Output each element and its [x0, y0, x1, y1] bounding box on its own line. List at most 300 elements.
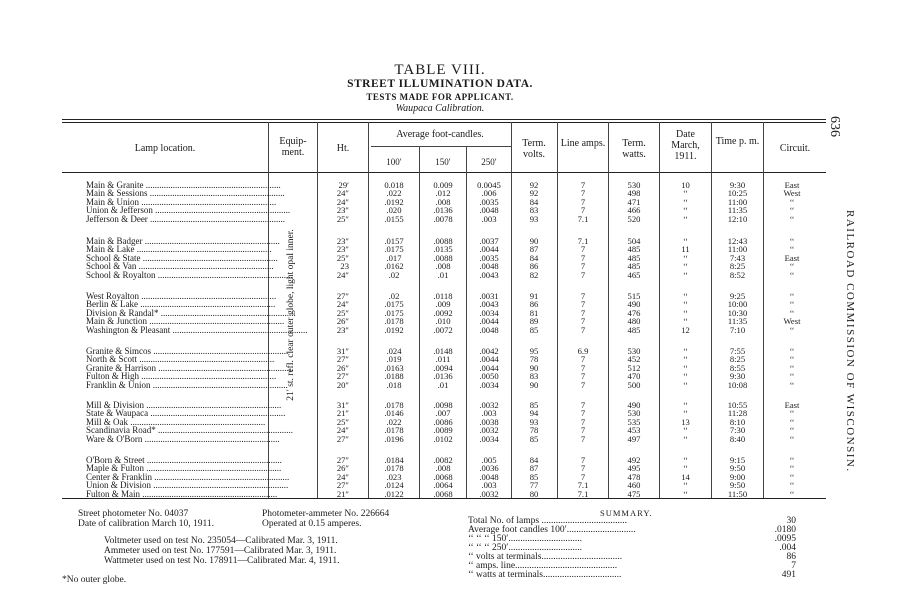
cell-cir: ‘‘	[789, 455, 795, 465]
cell-d: ‘‘	[682, 488, 689, 499]
cell-a: .018	[386, 379, 402, 390]
lamp-location: Berlin & Lake ............................................................	[86, 299, 276, 310]
cell-v: 85	[529, 471, 539, 482]
cell-a: .0178	[384, 425, 404, 436]
cell-c: .0043	[479, 299, 499, 310]
cell-a: .0162	[384, 261, 404, 272]
cell-cir: ‘‘	[789, 408, 795, 419]
cell-ht: 27″	[336, 480, 349, 491]
cell-amp: 7	[580, 425, 586, 436]
cell-c: .0048	[479, 471, 499, 482]
cell-t: 9:30	[729, 371, 746, 382]
cell-w: 530	[627, 408, 641, 419]
ammeter-note: Ammeter used on test No. 177591—Calibrated Mar. 3, 1911.	[104, 546, 337, 556]
cell-t: 11:50	[727, 488, 748, 499]
cell-ht: 25″	[336, 213, 349, 224]
lamp-location: Fulton & High ............................................................	[86, 371, 277, 382]
cell-amp: 7	[580, 205, 586, 216]
summary-value: 86	[786, 552, 796, 562]
cell-a: .0155	[384, 213, 404, 224]
cell-w: 480	[627, 316, 641, 327]
cell-cir: ‘‘	[789, 362, 795, 373]
cell-w: 452	[627, 354, 641, 365]
cell-d: ‘‘	[682, 400, 689, 410]
cell-t: 11:00	[727, 244, 748, 255]
cell-c: .0037	[479, 236, 499, 246]
cell-amp: 7	[580, 252, 586, 263]
cell-d: 10	[681, 180, 690, 190]
cell-t: 10:30	[727, 307, 748, 318]
header-circuit: Circuit.	[779, 143, 811, 154]
cell-d: ‘‘	[682, 269, 689, 280]
header-amps: Line amps.	[560, 138, 606, 149]
cell-d: ‘‘	[682, 307, 689, 318]
cell-v: 85	[529, 400, 539, 410]
cell-cir: ‘‘	[789, 480, 795, 491]
cell-a: .0196	[384, 433, 404, 444]
cell-v: 95	[529, 346, 539, 356]
cell-w: 453	[627, 425, 641, 436]
cell-cir: ‘‘	[789, 307, 795, 318]
cell-c: .003	[481, 480, 497, 491]
lamp-location: Main & Badger ............................................................	[86, 236, 280, 246]
cell-cir: ‘‘	[789, 416, 795, 427]
col-divider	[511, 122, 512, 498]
wattmeter-note: Wattmeter used on test No. 178911—Calibrated Mar. 4, 1911.	[104, 556, 340, 566]
lamp-location: West Royalton ............................................................	[86, 291, 277, 301]
cell-v: 93	[529, 416, 539, 427]
cell-a: .019	[386, 354, 402, 365]
cell-cir: ‘‘	[789, 379, 795, 390]
summary-label: ‘‘ ‘‘ ‘‘ 250′...............................	[468, 543, 582, 553]
cell-d: ‘‘	[682, 354, 689, 365]
cell-w: 485	[627, 252, 641, 263]
cell-t: 10:25	[727, 188, 748, 199]
cell-a: .023	[386, 471, 402, 482]
cell-a: .022	[386, 188, 402, 199]
cell-c: .0034	[479, 307, 499, 318]
cell-a: .017	[386, 252, 402, 263]
cell-d: ‘‘	[682, 433, 689, 444]
cell-b: .0148	[433, 346, 453, 356]
cell-c: .0032	[479, 400, 499, 410]
cell-v: 78	[529, 425, 539, 436]
cell-b: .0086	[433, 416, 453, 427]
lamp-location: Main & Junction ............................................................	[86, 316, 285, 327]
cell-amp: 7.1	[577, 213, 589, 224]
cell-b: .010	[435, 316, 451, 327]
cell-amp: 7.1	[577, 488, 589, 499]
running-title: RAILROAD COMMISSION OF WISCONSIN.	[844, 210, 856, 473]
cell-c: .0048	[479, 324, 499, 335]
cell-t: 9:15	[729, 455, 746, 465]
cell-w: 490	[627, 400, 641, 410]
cell-c: .0043	[479, 269, 499, 280]
cell-w: 512	[627, 362, 641, 373]
voltmeter-note: Voltmeter used on test No. 235054—Calibrated Mar. 3, 1911.	[104, 536, 338, 546]
lamp-location: Union & Division ............................................................	[86, 480, 289, 491]
cell-a: .0188	[384, 371, 404, 382]
cell-a: .0157	[384, 236, 404, 246]
cell-v: 84	[529, 455, 539, 465]
cell-b: .008	[435, 196, 451, 207]
cell-amp: 7	[580, 196, 586, 207]
cell-d: ‘‘	[682, 252, 689, 263]
cell-amp: 7	[580, 463, 586, 474]
cell-v: 87	[529, 463, 539, 474]
cell-t: 7:43	[729, 252, 746, 263]
cell-t: 9:25	[729, 291, 746, 301]
cell-a: .020	[386, 205, 402, 216]
table-number: TABLE VIII.	[394, 62, 486, 78]
cell-b: .009	[435, 299, 451, 310]
summary-value: 30	[786, 516, 796, 526]
cell-t: 7:10	[729, 324, 746, 335]
cell-d: ‘‘	[682, 299, 689, 310]
cell-b: .0135	[433, 244, 453, 255]
cell-d: ‘‘	[682, 455, 689, 465]
cell-c: .0048	[479, 205, 499, 216]
cell-t: 7:55	[729, 346, 746, 356]
lamp-location: Main & Sessions ............................................................	[86, 188, 285, 199]
cell-cir: ‘‘	[789, 488, 795, 499]
cell-w: 520	[627, 213, 641, 224]
cell-w: 485	[627, 324, 641, 335]
cell-b: .0078	[433, 213, 453, 224]
cell-v: 84	[529, 252, 539, 263]
summary-label: Average foot candles 100′.............................	[468, 525, 636, 535]
cell-d: ‘‘	[682, 316, 689, 327]
cell-amp: 7	[580, 291, 586, 301]
cell-cir: West	[783, 188, 801, 199]
table-subtitle-italic: Waupaca Calibration.	[395, 103, 485, 114]
cell-a: .0163	[384, 362, 404, 373]
cell-ht: 27″	[336, 371, 349, 382]
cell-d: ‘‘	[682, 379, 689, 390]
cell-w: 471	[627, 196, 641, 207]
table-subtitle: TESTS MADE FOR APPLICANT.	[366, 92, 514, 102]
cell-w: 460	[627, 480, 641, 491]
cell-a: .022	[386, 416, 402, 427]
cell-cir: ‘‘	[789, 471, 795, 482]
footnote: *No outer globe.	[62, 575, 127, 585]
cell-d: ‘‘	[682, 362, 689, 373]
cell-cir: ‘‘	[789, 205, 795, 216]
cell-w: 476	[627, 307, 641, 318]
cell-a: .0178	[384, 400, 404, 410]
lamp-location: Main & Granite ............................................................	[86, 180, 281, 190]
cell-d: ‘‘	[682, 236, 689, 246]
summary-value: 491	[781, 570, 796, 580]
cell-v: 81	[529, 307, 539, 318]
cell-w: 497	[627, 433, 641, 444]
col-divider	[466, 146, 467, 498]
cell-v: 84	[529, 196, 539, 207]
cell-b: .0072	[433, 324, 453, 335]
cell-v: 90	[529, 379, 539, 390]
cell-c: .005	[481, 455, 497, 465]
cell-b: .0136	[433, 371, 453, 382]
cell-a: .0192	[384, 196, 404, 207]
cell-t: 8:25	[729, 354, 746, 365]
cell-amp: 7	[580, 307, 586, 318]
cell-ht: 23″	[336, 244, 349, 255]
cell-a: .0192	[384, 324, 404, 335]
header-100: 100′	[386, 157, 402, 167]
cell-t: 8:52	[729, 269, 746, 280]
cell-b: .0094	[433, 362, 453, 373]
cell-amp: 7	[580, 416, 586, 427]
cell-v: 86	[529, 261, 539, 272]
col-divider	[368, 122, 369, 498]
cell-w: 478	[627, 471, 641, 482]
cell-b: .0136	[433, 205, 453, 216]
cell-d: ‘‘	[682, 213, 689, 224]
cell-c: .0038	[479, 416, 499, 427]
lamp-location: Union & Jefferson ............................................................	[86, 205, 291, 216]
cell-cir: East	[784, 400, 800, 410]
cell-c: .0036	[479, 463, 499, 474]
cell-cir: ‘‘	[789, 425, 795, 436]
lamp-location: Washington & Pleasant ............................................................	[86, 324, 308, 335]
cell-c: .0035	[479, 196, 499, 207]
lamp-location: Granite & Harrison ............................................................	[86, 362, 294, 373]
cell-d: 14	[681, 471, 690, 482]
cell-c: .0034	[479, 433, 499, 444]
cell-w: 492	[627, 455, 641, 465]
cell-a: .024	[386, 346, 402, 356]
cell-a: .0175	[384, 299, 404, 310]
lamp-location: Main & Union ............................................................	[86, 196, 277, 207]
summary-label: ‘‘ amps. line...........................................	[468, 561, 618, 571]
cell-a: .0184	[384, 455, 404, 465]
cell-ht: 24″	[336, 269, 349, 280]
cell-amp: 7	[580, 261, 586, 272]
cell-w: 495	[627, 463, 641, 474]
cell-b: .007	[435, 408, 451, 419]
cell-w: 466	[627, 205, 641, 216]
cell-b: .01	[437, 269, 449, 280]
lamp-location: Franklin & Union ............................................................	[86, 379, 288, 390]
cell-amp: 7	[580, 354, 586, 365]
header-watts: Term. watts.	[622, 138, 646, 160]
cell-b: .01	[437, 379, 449, 390]
cell-b: .0068	[433, 471, 453, 482]
col-divider	[557, 122, 558, 498]
cell-v: 92	[529, 188, 539, 199]
header-date: Date March, 1911.	[671, 129, 700, 162]
cell-ht: 26″	[336, 463, 349, 474]
cell-a: .0178	[384, 316, 404, 327]
cell-ht: 25″	[336, 416, 349, 427]
cell-cir: ‘‘	[789, 261, 795, 272]
cell-d: ‘‘	[682, 261, 689, 272]
cell-ht: 20″	[336, 379, 349, 390]
cell-v: 90	[529, 236, 539, 246]
cell-b: .0064	[433, 480, 453, 491]
cell-amp: 7	[580, 433, 586, 444]
cell-amp: 7	[580, 371, 586, 382]
cell-b: .0089	[433, 425, 453, 436]
lamp-location: School & Royalton ............................................................	[86, 269, 293, 280]
cell-t: 12:43	[727, 236, 748, 246]
lamp-location: Center & Franklin ............................................................	[86, 471, 290, 482]
cell-ht: 24″	[336, 196, 349, 207]
cell-b: .0088	[433, 252, 453, 263]
cell-w: 470	[627, 371, 641, 382]
header-250: 250′	[481, 157, 497, 167]
cell-a: .0175	[384, 307, 404, 318]
lamp-location: Main & Lake ............................................................	[86, 244, 272, 255]
cell-t: 12:10	[727, 213, 748, 224]
cell-c: .0048	[479, 261, 499, 272]
cell-cir: ‘‘	[789, 244, 795, 255]
cell-c: .003	[481, 408, 497, 419]
cell-t: 11:28	[727, 408, 748, 419]
cell-w: 498	[627, 188, 641, 199]
cell-cir: ‘‘	[789, 269, 795, 280]
cell-b: .011	[435, 354, 451, 365]
col-divider	[659, 122, 660, 498]
cell-t: 9:30	[729, 180, 746, 190]
col-divider	[763, 122, 764, 498]
cell-v: 83	[529, 205, 539, 216]
cell-ht: 26″	[336, 316, 349, 327]
cell-amp: 7	[580, 455, 586, 465]
cell-d: ‘‘	[682, 188, 689, 199]
cell-d: ‘‘	[682, 480, 689, 491]
summary-value: 7	[791, 561, 796, 571]
cell-ht: 21″	[336, 488, 349, 499]
cell-t: 9:00	[729, 471, 746, 482]
summary-value: .004	[779, 543, 796, 553]
cell-c: .0044	[479, 354, 499, 365]
cell-b: .0102	[433, 433, 453, 444]
cell-ht: 24″	[336, 299, 349, 310]
cell-c: .006	[481, 188, 497, 199]
cell-w: 475	[627, 488, 641, 499]
cell-ht: 25″	[336, 252, 349, 263]
cell-c: .0031	[479, 291, 499, 301]
cell-c: .0044	[479, 362, 499, 373]
cell-w: 485	[627, 244, 641, 255]
cell-ht: 24″	[336, 425, 349, 436]
cell-b: .0068	[433, 488, 453, 499]
cell-d: ‘‘	[682, 205, 689, 216]
lamp-location: O'Born & Street ............................................................	[86, 455, 282, 465]
cell-w: 530	[627, 346, 641, 356]
cell-v: 93	[529, 213, 539, 224]
cell-t: 9:50	[729, 480, 746, 491]
cell-ht: 23″	[336, 324, 349, 335]
cell-cir: West	[783, 316, 801, 327]
cell-ht: 25″	[336, 307, 349, 318]
cell-c: 0.0045	[477, 180, 501, 190]
lamp-location: Fulton & Main ............................................................	[86, 488, 278, 499]
lamp-location: Ware & O'Born ............................................................	[86, 433, 280, 444]
cell-amp: 7	[580, 471, 586, 482]
cell-t: 8:10	[729, 416, 746, 427]
cell-t: 8:55	[729, 362, 746, 373]
cell-amp: 7	[580, 400, 586, 410]
table-top-rule	[62, 119, 826, 120]
cell-t: 7:30	[729, 425, 746, 436]
cell-w: 530	[627, 180, 641, 190]
cell-d: ‘‘	[682, 371, 689, 382]
cell-cir: ‘‘	[789, 433, 795, 444]
lamp-location: Mill & Division ............................................................	[86, 400, 282, 410]
cell-c: .0050	[479, 371, 499, 382]
cell-v: 90	[529, 362, 539, 373]
cell-t: 9:50	[729, 463, 746, 474]
summary-label: ‘‘ volts at terminals..................................	[468, 552, 623, 562]
header-avg-footcandles: Average foot-candles.	[396, 129, 484, 140]
cell-c: .0042	[479, 346, 499, 356]
cell-cir: East	[784, 180, 800, 190]
cell-ht: 27″	[336, 455, 349, 465]
header-volts: Term. volts.	[522, 138, 546, 160]
cell-cir: ‘‘	[789, 236, 795, 246]
table-title: STREET ILLUMINATION DATA.	[347, 78, 533, 90]
cell-t: 11:35	[727, 316, 748, 327]
cell-w: 500	[627, 379, 641, 390]
cell-v: 92	[529, 180, 539, 190]
cell-amp: 7	[580, 324, 586, 335]
cell-ht: 31″	[336, 400, 349, 410]
lamp-location: School & Van ............................................................	[86, 261, 274, 272]
subheader-rule	[371, 146, 511, 147]
cell-amp: 7	[580, 188, 586, 199]
cell-amp: 7	[580, 180, 586, 190]
col-divider	[711, 122, 712, 498]
cell-ht: 23″	[336, 205, 349, 216]
cell-t: 11:35	[727, 205, 748, 216]
cell-amp: 7	[580, 408, 586, 419]
cell-d: 11	[681, 244, 690, 255]
cell-amp: 7	[580, 244, 586, 255]
summary-label: Total No. of lamps ....................................	[468, 516, 627, 526]
cell-amp: 7	[580, 362, 586, 373]
cell-t: 8:25	[729, 261, 746, 272]
cell-cir: ‘‘	[789, 196, 795, 207]
cell-ht: 24″	[336, 188, 349, 199]
cell-amp: 7	[580, 299, 586, 310]
cell-v: 85	[529, 433, 539, 444]
cell-ht: 23	[340, 261, 349, 272]
cell-amp: 6.9	[577, 346, 589, 356]
cell-d: 12	[681, 324, 690, 335]
cell-b: 0.009	[433, 180, 453, 190]
lamp-location: School & State ............................................................	[86, 252, 278, 263]
cell-amp: 7	[580, 379, 586, 390]
cell-cir: ‘‘	[789, 324, 795, 335]
cell-v: 82	[529, 269, 539, 280]
cell-cir: ‘‘	[789, 371, 795, 382]
cell-t: 11:00	[727, 196, 748, 207]
cell-b: .008	[435, 463, 451, 474]
cell-v: 80	[529, 488, 539, 499]
cell-b: .0098	[433, 400, 453, 410]
cell-c: .0032	[479, 425, 499, 436]
summary-value: .0095	[774, 534, 796, 544]
cell-v: 83	[529, 371, 539, 382]
calibration-date: Date of calibration March 10, 1911.	[78, 519, 215, 529]
operated-amperes: Operated at 0.15 amperes.	[262, 519, 362, 529]
cell-a: .02	[388, 291, 400, 301]
cell-v: 85	[529, 324, 539, 335]
cell-w: 515	[627, 291, 641, 301]
cell-d: 13	[681, 416, 690, 427]
